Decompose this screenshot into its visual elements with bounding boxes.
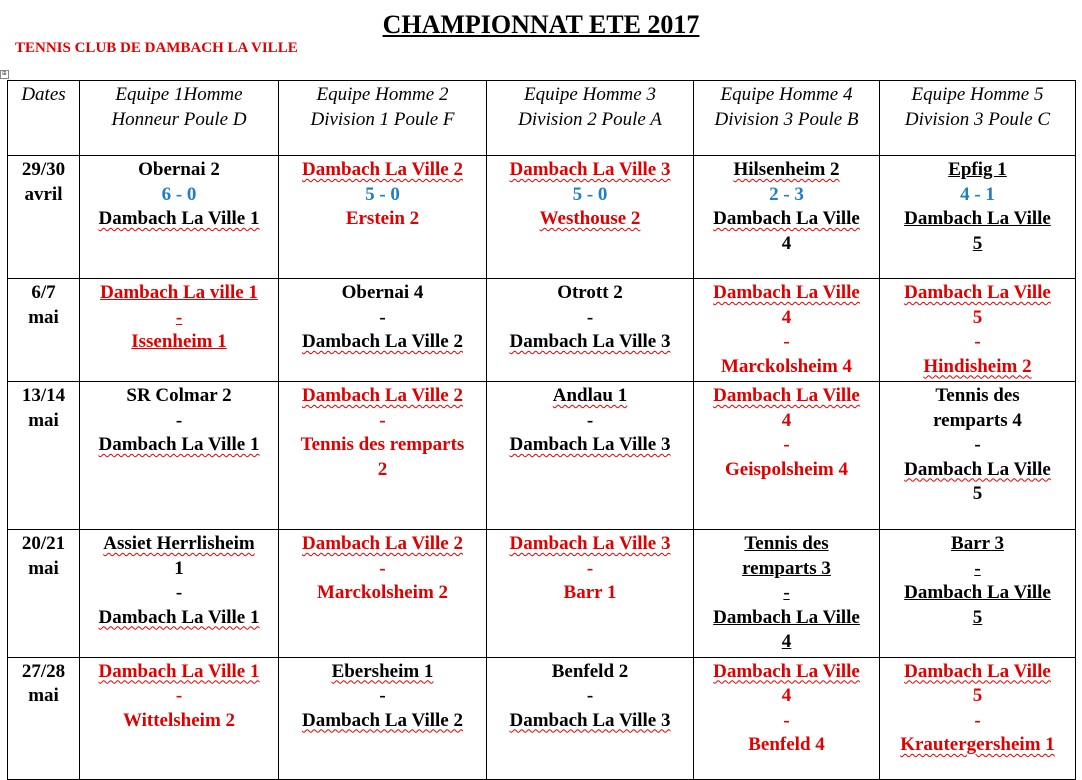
match-cell: Otrott 2 - Dambach La Ville 3 [487, 279, 694, 382]
table-row [8, 657, 1076, 779]
header-row [8, 81, 1076, 156]
club-name: TENNIS CLUB DE DAMBACH LA VILLE [15, 40, 298, 56]
header-equipe-1: Equipe 1Homme Honneur Poule D [80, 81, 279, 156]
match-cell: Barr 3 - Dambach La Ville 5 [880, 530, 1076, 658]
match-cell: Dambach La Ville 3 5 - 0 Westhouse 2 [487, 156, 694, 279]
match-cell: Dambach La Ville 5 - Krautergersheim 1 [880, 657, 1076, 779]
match-cell: Andlau 1 - Dambach La Ville 3 [487, 382, 694, 530]
match-cell: Dambach La Ville 4 - Marckolsheim 4 [694, 279, 880, 382]
match-cell: Dambach La Ville 3 - Barr 1 [487, 530, 694, 658]
header-dates: Dates [8, 81, 80, 156]
date-cell: 27/28 mai [8, 657, 80, 779]
match-cell: Epfig 1 4 - 1 Dambach La Ville 5 [880, 156, 1076, 279]
match-cell: Dambach La Ville 5 - Hindisheim 2 [880, 279, 1076, 382]
date-cell: 29/30 avril [8, 156, 80, 279]
match-cell: Dambach La ville 1 - Issenheim 1 [80, 279, 279, 382]
match-cell: Tennis des remparts 4 - Dambach La Ville 5 [880, 382, 1076, 530]
match-cell: SR Colmar 2 - Dambach La Ville 1 [80, 382, 279, 530]
date-cell: 13/14 mai [8, 382, 80, 530]
schedule-table [7, 80, 1076, 780]
match-cell: Assiet Herrlisheim 1 - Dambach La Ville 1 [80, 530, 279, 658]
table-row [8, 382, 1076, 530]
match-cell: Dambach La Ville 2 - Marckolsheim 2 [279, 530, 487, 658]
table-row [8, 530, 1076, 658]
match-cell: Obernai 4 - Dambach La Ville 2 [279, 279, 487, 382]
header-equipe-4: Equipe Homme 4 Division 3 Poule B [694, 81, 880, 156]
header-equipe-5: Equipe Homme 5 Division 3 Poule C [880, 81, 1076, 156]
match-cell: Dambach La Ville 2 5 - 0 Erstein 2 [279, 156, 487, 279]
match-cell: Dambach La Ville 4 - Benfeld 4 [694, 657, 880, 779]
match-cell: Benfeld 2 - Dambach La Ville 3 [487, 657, 694, 779]
match-cell: Tennis des remparts 3 - Dambach La Ville 4 [694, 530, 880, 658]
header-equipe-3: Equipe Homme 3 Division 2 Poule A [487, 81, 694, 156]
match-cell: Dambach La Ville 1 - Wittelsheim 2 [80, 657, 279, 779]
page-title: CHAMPIONNAT ETE 2017 [382, 10, 700, 39]
table-anchor-icon: ⊞ [1, 71, 8, 77]
match-cell: Ebersheim 1 - Dambach La Ville 2 [279, 657, 487, 779]
match-cell: Dambach La Ville 4 - Geispolsheim 4 [694, 382, 880, 530]
match-cell: Obernai 2 6 - 0 Dambach La Ville 1 [80, 156, 279, 279]
match-cell: Dambach La Ville 2 - Tennis des remparts 2 [279, 382, 487, 530]
date-cell: 20/21 mai [8, 530, 80, 658]
table-row [8, 279, 1076, 382]
date-cell: 6/7 mai [8, 279, 80, 382]
table-row [8, 156, 1076, 279]
header-equipe-2: Equipe Homme 2 Division 1 Poule F [279, 81, 487, 156]
match-cell: Hilsenheim 2 2 - 3 Dambach La Ville 4 [694, 156, 880, 279]
